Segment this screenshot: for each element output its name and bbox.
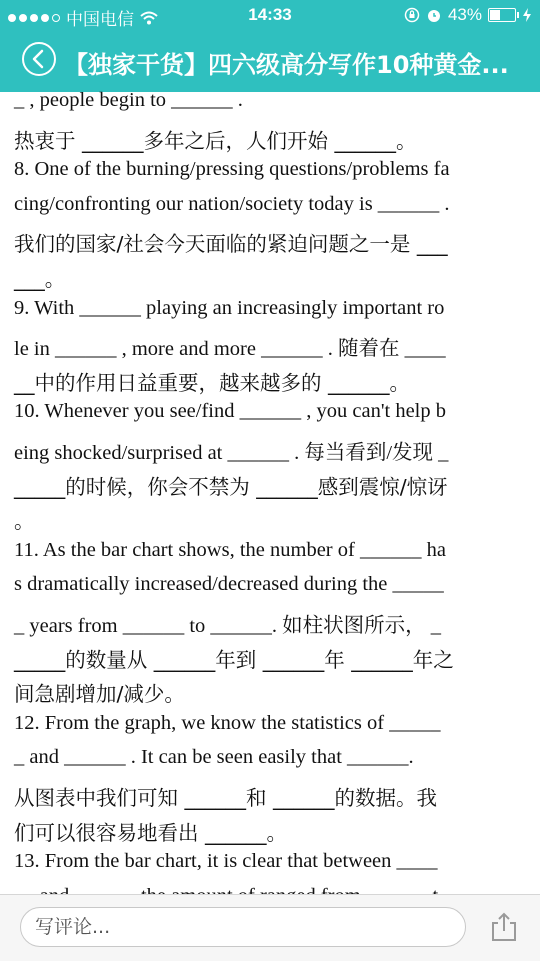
battery-icon bbox=[488, 8, 516, 22]
nav-bar bbox=[0, 30, 540, 92]
carrier-name: 中国电信 bbox=[66, 10, 134, 29]
charging-icon bbox=[522, 8, 532, 22]
article-line: 13. From the bar chart, it is clear that between ____ bbox=[14, 850, 438, 873]
status-right bbox=[404, 5, 532, 25]
article-line: 我们的国家/社会今天面临的紧迫问题之一是 ___ bbox=[14, 232, 448, 257]
battery-level bbox=[490, 10, 500, 20]
article-line: __中的作用日益重要，越来越多的 ______。 bbox=[14, 370, 411, 395]
back-arrow-icon bbox=[30, 49, 48, 69]
share-icon bbox=[488, 911, 520, 943]
article-line: _____的数量从 ______年到 ______年 ______年之 bbox=[14, 647, 454, 672]
article-line: 热衷于 ______多年之后，人们开始 ______。 bbox=[14, 128, 417, 153]
status-bar bbox=[0, 0, 540, 30]
article-body[interactable] bbox=[0, 89, 540, 894]
article-line: cing/confronting our nation/society today is ______ . bbox=[14, 192, 450, 215]
article-line: _____的时候，你会不禁为 ______感到震惊/惊讶 bbox=[14, 474, 448, 499]
rotation-lock-icon bbox=[404, 7, 420, 23]
article-line: 从图表中我们可知 ______和 ______的数据。我 bbox=[14, 786, 438, 810]
battery-percent: 43% bbox=[447, 5, 482, 24]
article-line: 11. As the bar chart shows, the number of ______ ha bbox=[14, 538, 446, 561]
comment-input[interactable]: 写评论... bbox=[20, 907, 466, 947]
article-line: 们可以很容易地看出 ______。 bbox=[14, 820, 288, 845]
article-line: s dramatically increased/decreased during the _____ bbox=[14, 573, 444, 596]
article-line: eing shocked/surprised at ______ . 每当看到/发现 _ bbox=[14, 442, 449, 464]
article-line: 9. With ______ playing an increasingly important ro bbox=[14, 296, 445, 319]
article-line: 10. Whenever you see/find ______ , you can't help b bbox=[14, 400, 447, 423]
page-title: 【独家干货】四六级高分写作10种黄金... bbox=[64, 51, 509, 79]
article-line: _ , people begin to ______ . bbox=[14, 89, 243, 111]
article-line: _ years from ______ to ______. 如柱状图所示， _ bbox=[14, 615, 442, 637]
article-line: 12. From the graph, we know the statistics of _____ bbox=[14, 711, 441, 734]
article-line: 。 bbox=[14, 509, 35, 534]
article-line: 间急剧增加/减少。 bbox=[14, 682, 185, 707]
status-time: 14:33 bbox=[248, 5, 292, 24]
alarm-icon bbox=[426, 7, 442, 23]
article-line: ___。 bbox=[14, 267, 66, 291]
article-line: _ and ______ . It can be seen easily that ______. bbox=[14, 746, 414, 769]
back-button[interactable] bbox=[22, 42, 56, 76]
share-button[interactable] bbox=[488, 911, 520, 943]
article-line: 8. One of the burning/pressing questions/problems fa bbox=[14, 158, 450, 181]
article-line: le in ______ , more and more ______ . 随着在 ____ bbox=[14, 338, 446, 361]
comment-bar bbox=[0, 894, 540, 961]
